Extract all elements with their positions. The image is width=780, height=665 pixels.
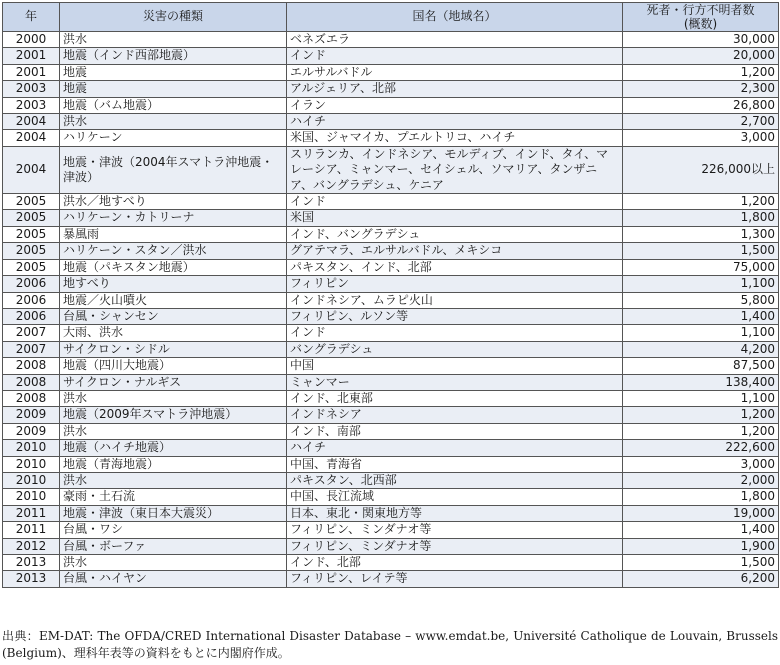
cell-deaths: 3,000 [623,456,779,472]
cell-year: 2011 [3,505,60,521]
cell-year: 2005 [3,194,60,210]
cell-country: パキスタン、インド、北部 [287,259,623,275]
cell-deaths: 1,800 [623,489,779,505]
cell-country: フィリピン、ミンダナオ等 [287,522,623,538]
cell-country: インド [287,48,623,64]
cell-year: 2004 [3,146,60,193]
cell-deaths: 5,800 [623,292,779,308]
cell-country: フィリピン、ミンダナオ等 [287,538,623,554]
cell-country: 米国 [287,210,623,226]
cell-disaster-type: 台風・シャンセン [60,308,287,324]
cell-year: 2008 [3,374,60,390]
cell-year: 2006 [3,308,60,324]
table-row [3,114,779,130]
cell-deaths: 1,200 [623,407,779,423]
table-row [3,341,779,357]
cell-disaster-type: 大雨、洪水 [60,325,287,341]
table-row [3,210,779,226]
cell-deaths: 1,200 [623,423,779,439]
cell-year: 2005 [3,259,60,275]
cell-deaths: 26,800 [623,97,779,113]
cell-disaster-type: 台風・ボーファ [60,538,287,554]
cell-deaths: 4,200 [623,341,779,357]
cell-deaths: 1,300 [623,226,779,242]
cell-deaths: 1,200 [623,64,779,80]
cell-country: インド、北東部 [287,390,623,406]
cell-year: 2004 [3,130,60,146]
table-row [3,308,779,324]
cell-disaster-type: 台風・ハイヤン [60,571,287,587]
cell-disaster-type: 地震（青海地震） [60,456,287,472]
cell-year: 2005 [3,226,60,242]
table-row [3,64,779,80]
table-row [3,276,779,292]
cell-disaster-type: サイクロン・シドル [60,341,287,357]
header-deaths [623,3,779,32]
cell-disaster-type: 洪水 [60,390,287,406]
cell-country: アルジェリア、北部 [287,81,623,97]
cell-disaster-type: 洪水 [60,423,287,439]
cell-year: 2003 [3,81,60,97]
cell-country: パキスタン、北西部 [287,472,623,488]
table-row [3,472,779,488]
table-row [3,489,779,505]
cell-year: 2009 [3,407,60,423]
cell-year: 2005 [3,243,60,259]
table-row [3,226,779,242]
table-row [3,81,779,97]
cell-year: 2001 [3,48,60,64]
cell-deaths: 1,200 [623,194,779,210]
cell-country: フィリピン、ルソン等 [287,308,623,324]
cell-country: エルサルバドル [287,64,623,80]
cell-disaster-type: 地震（パキスタン地震） [60,259,287,275]
cell-disaster-type: 地震 [60,81,287,97]
cell-year: 2004 [3,114,60,130]
table-row [3,292,779,308]
cell-deaths: 75,000 [623,259,779,275]
table-row [3,538,779,554]
table-row [3,194,779,210]
cell-deaths: 1,400 [623,308,779,324]
cell-deaths: 222,600 [623,440,779,456]
cell-deaths: 1,100 [623,276,779,292]
table-row [3,505,779,521]
cell-year: 2008 [3,390,60,406]
cell-country: 中国、長江流域 [287,489,623,505]
cell-year: 2010 [3,456,60,472]
cell-year: 2008 [3,358,60,374]
cell-deaths: 1,900 [623,538,779,554]
table-row [3,146,779,193]
cell-disaster-type: 台風・ワシ [60,522,287,538]
cell-country: インド、バングラデシュ [287,226,623,242]
cell-deaths: 226,000以上 [623,146,779,193]
cell-disaster-type: 地震（インド西部地震） [60,48,287,64]
cell-year: 2010 [3,440,60,456]
table-body [3,32,779,588]
cell-disaster-type: 洪水 [60,32,287,48]
table-row [3,423,779,439]
cell-country: ミャンマー [287,374,623,390]
header-deaths-line1: 死者・行方不明者数 [646,3,755,17]
table-row [3,259,779,275]
header-year: 年 [3,3,60,32]
cell-deaths: 3,000 [623,130,779,146]
cell-year: 2003 [3,97,60,113]
cell-disaster-type: 地震（2009年スマトラ沖地震） [60,407,287,423]
cell-disaster-type: 洪水／地すべり [60,194,287,210]
disaster-table [2,2,779,588]
header-deaths-line2: (概数) [683,17,718,31]
cell-disaster-type: ハリケーン・スタン／洪水 [60,243,287,259]
cell-disaster-type: 洪水 [60,555,287,571]
cell-country: インド、北部 [287,555,623,571]
table-row [3,243,779,259]
cell-deaths: 2,000 [623,472,779,488]
cell-disaster-type: ハリケーン・カトリーナ [60,210,287,226]
cell-disaster-type: 地震（ハイチ地震） [60,440,287,456]
cell-year: 2010 [3,472,60,488]
cell-disaster-type: 豪雨・土石流 [60,489,287,505]
table-row [3,32,779,48]
cell-disaster-type: 地震・津波（東日本大震災） [60,505,287,521]
cell-deaths: 19,000 [623,505,779,521]
cell-deaths: 1,100 [623,325,779,341]
cell-country: ハイチ [287,114,623,130]
table-row [3,522,779,538]
cell-country: インド [287,194,623,210]
cell-disaster-type: 地震（四川大地震） [60,358,287,374]
cell-disaster-type: 地震／火山噴火 [60,292,287,308]
cell-disaster-type: 洪水 [60,472,287,488]
table-row [3,555,779,571]
cell-deaths: 1,100 [623,390,779,406]
cell-country: 中国、青海省 [287,456,623,472]
cell-country: 中国 [287,358,623,374]
cell-deaths: 2,700 [623,114,779,130]
cell-deaths: 6,200 [623,571,779,587]
cell-country: ハイチ [287,440,623,456]
cell-year: 2011 [3,522,60,538]
table-row [3,130,779,146]
cell-deaths: 1,500 [623,555,779,571]
cell-year: 2006 [3,276,60,292]
cell-deaths: 30,000 [623,32,779,48]
cell-deaths: 1,500 [623,243,779,259]
cell-year: 2001 [3,64,60,80]
cell-country: フィリピン、レイテ等 [287,571,623,587]
cell-year: 2005 [3,210,60,226]
cell-deaths: 1,400 [623,522,779,538]
cell-deaths: 1,800 [623,210,779,226]
cell-country: ベネズエラ [287,32,623,48]
cell-disaster-type: 地震 [60,64,287,80]
table-row [3,456,779,472]
table-header-row [3,3,779,32]
cell-disaster-type: 地すべり [60,276,287,292]
cell-country: 日本、東北・関東地方等 [287,505,623,521]
cell-year: 2007 [3,341,60,357]
cell-country: インドネシア、ムラピ火山 [287,292,623,308]
cell-deaths: 87,500 [623,358,779,374]
cell-year: 2010 [3,489,60,505]
cell-year: 2013 [3,555,60,571]
cell-deaths: 138,400 [623,374,779,390]
cell-country: イラン [287,97,623,113]
table-row [3,440,779,456]
cell-year: 2013 [3,571,60,587]
table-row [3,325,779,341]
table-row [3,48,779,64]
cell-year: 2000 [3,32,60,48]
cell-year: 2009 [3,423,60,439]
source-note: 出典：EM-DAT: The OFDA/CRED International Disaster Database – www.emdat.be, Université Catholique de Louvain, Brussels (Belgium)、理科年表等の資料をもとに内閣府作成。 [2,629,778,660]
cell-disaster-type: ハリケーン [60,130,287,146]
cell-country: フィリピン [287,276,623,292]
cell-country: グアテマラ、エルサルバドル、メキシコ [287,243,623,259]
table-row [3,358,779,374]
cell-disaster-type: サイクロン・ナルギス [60,374,287,390]
cell-year: 2007 [3,325,60,341]
cell-country: インド [287,325,623,341]
table-row [3,571,779,587]
cell-deaths: 2,300 [623,81,779,97]
table-row [3,374,779,390]
header-country: 国名（地域名） [287,3,623,32]
cell-country: スリランカ、インドネシア、モルディブ、インド、タイ、マレーシア、ミャンマー、セイシェル、ソマリア、タンザニア、バングラデシュ、ケニア [287,146,623,193]
cell-deaths: 20,000 [623,48,779,64]
cell-year: 2006 [3,292,60,308]
cell-country: バングラデシュ [287,341,623,357]
cell-disaster-type: 地震・津波（2004年スマトラ沖地震・津波） [60,146,287,193]
cell-disaster-type: 地震（バム地震） [60,97,287,113]
table-row [3,390,779,406]
table-row [3,407,779,423]
table-row [3,97,779,113]
cell-country: インド、南部 [287,423,623,439]
cell-country: 米国、ジャマイカ、プエルトリコ、ハイチ [287,130,623,146]
cell-disaster-type: 洪水 [60,114,287,130]
cell-year: 2012 [3,538,60,554]
cell-disaster-type: 暴風雨 [60,226,287,242]
header-disaster-type: 災害の種類 [60,3,287,32]
cell-country: インドネシア [287,407,623,423]
